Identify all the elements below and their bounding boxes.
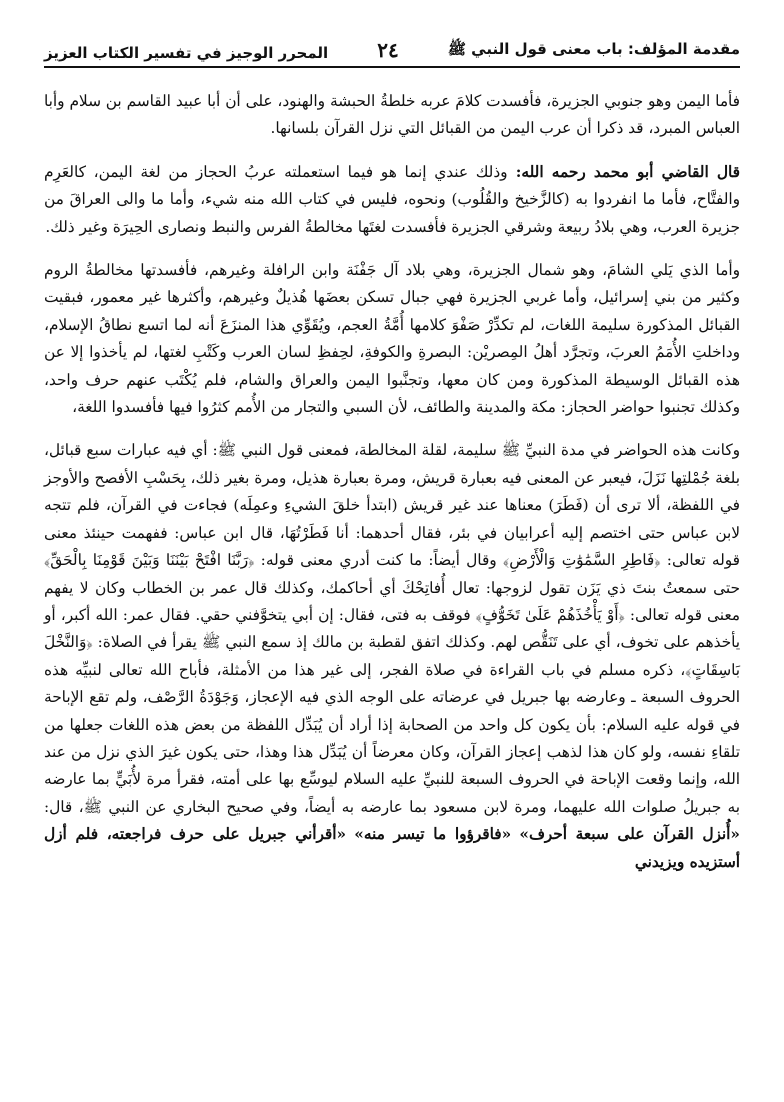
paragraph-sham [44,257,740,421]
header-book-title: المحرر الوجيز في تفسير الكتاب العزيز [44,44,329,62]
hadith-jibril: «أقرأني جبريل على حرف فراجعته، فلم أزل أستزيده ويزيدني [44,825,740,871]
running-header [44,22,740,68]
hadith-read-what-is-easy: «فاقرؤوا ما تيسر منه» [354,825,512,844]
paragraph-text: وذلك عندي إنما هو فيما استعملته عربُ الحجاز من لغة اليمن، كالعَرِم والفتَّاح، فأما ما انفردوا به (كالزَّخيخ والقُلُوب) ونحوه، فليس في كتاب الله منه شيء، وأما ما والى العراقَ من جزيرة العرب، وهي بلادُ ربيعة وشرقي الجزيرة فأفسدت لغتَها مخالطةُ الفرس والنبط ونصارى الحِيرَة وغير ذلك. [44,162,740,236]
paragraph-text: وأما الذي يَلي الشامَ، وهو شمال الجزيرة، وهي بلاد آل جَفْنَة وابن الرافلة وغيرهم، فأفسدتها مخالطةُ الروم وكثير من بني إسرائيل، وأما غربي الجزيرة فهي جبال تسكن بعضَها هُذيلٌ وغيرهم، وأكثرها غير معمور، فبقيت القبائل المذكورة سليمة اللغات، لم تكدِّرْ صَفْوَ كلامها أُمَّةُ العجم، ويُقَوِّي هذا المنزَعَ أنه لما اتسع نطاقُ الإسلام، وداخلتِ الأُمَمُ العربَ، وتجرَّد أهلُ المِصريْن: البصرةِ والكوفةِ، لحِفظِ لسان العرب وكَتْبِ لغتها، لم يأخذوا إلا عن هذه القبائل الوسيطة المذكورة ومن كان معها، وتجنَّبوا اليمن والعراق والشام، فلم يُكْتَب عنهم حرف واحد، وكذلك تجنبوا حواضر الحجاز: مكة والمدينة والطائف، لأن السبي والتجار من الأُمم كثرُوا فيها فأفسدوا اللغة، [44,261,740,417]
paragraph-text: فأما اليمن وهو جنوبي الجزيرة، فأفسدت كلامَ عربه خلطةُ الحبشة والهنود، على أن أبا عبيد القاسم بن سلام وأبا العباس المبرد، قد ذكرا أن عرب اليمن من القبائل التي نزل القرآن بلسانها. [44,92,740,138]
hadith-seven-letters: «أُنزل القرآن على سبعة أحرف» [519,825,740,844]
paragraph-yemen [44,88,740,143]
paragraph-text: وكانت هذه الحواضر في مدة النبيِّ ﷺ سليمة، لقلة المخالطة، فمعنى قول النبي ﷺ: أي فيه عبارات سبع قبائل، بلغة جُمْلتِها نَزَلَ، فيعبر عن المعنى فيه بعبارة قريش، ومرة بعبارة هذيل، ومرة بغير ذلك، بِحَسْبِ الأفصح والأوجز في اللفظة، ألا ترى أن (فَطَرَ) معناها عند غير قريش (ابتدأ خلقَ الشيءِ وعمِلَه) فجاءت في القرآن، فلم تتجه لابن عباس حتى اختصم إليه أعرابيان في بئر، فقال أحدهما: أنا فَطَرْتُهَا، قال ابن عباس: ففهمت حينئذ معنى قوله تعالى: ﴿فَاطِرِ السَّمَٰوَٰتِ وَالْأَرْضِ﴾ وقال أيضاً: ما كنت أدري معنى قوله: ﴿رَبَّنَا افْتَحْ بَيْنَنَا وَبَيْنَ قَوْمِنَا بِالْحَقِّ﴾ حتى سمعتُ بنتَ ذي يَزَن تقول لزوجها: تعال أُفاتِحْكَ أي أحاكمك، وكذلك قال عمر بن الخطاب وكان لا يفهم معنى قوله تعالى: ﴿أَوْ يَأْخُذَهُمْ عَلَىٰ تَخَوُّفٍ﴾ فوقف به فتى، فقال: إن أبي يتخوَّفني حقي. فقال عمر: الله أكبر، أو يأخذهم على تخوف، أي على تَنَقُّص لهم. وكذلك اتفق لقطبة بن مالك إذ سمع النبي ﷺ يقرأ في الصلاة: ﴿وَالنَّخْلَ بَاسِقَاتٍ﴾، ذكره مسلم في باب القراءة في صلاة الفجر، إلى غير هذا من الأمثلة، فأباح الله تعالى لنبيِّه هذه الحروف السبعة ـ وعارضه بها جبريل في عرضاته على الوجه الذي فيه الإعجاز، وَجَوْدَةُ الرَّصْف، ولم تقع الإباحة في قوله عليه السلام: بأن يكون كل واحد من الصحابة إذا أراد أن يُبَدِّل اللفظة من بعض هذه اللغات جعلها من تلقاءِ نفسه، ولو كان هذا لذهب إعجاز القرآن، وكان معرضاً أن يُبَدِّل هذا وهذا، حتى يكون غيرَ الذي نزل من عند الله، وإنما وقعت الإباحة في الحروف السبعة للنبيِّ عليه السلام ليوسِّع بها على أمته، فقرأ مرة لأُبَيٍّ بما عارضه به جبريلُ صلوات الله عليهما، ومرة لابن مسعود بما عارضه به أيضاً، وفي صحيح البخاري عن النبي ﷺ، قال: [44,441,740,816]
page-number: ٢٤ [377,38,399,62]
header-chapter-title: مقدمة المؤلف: باب معنى قول النبي ﷺ [447,40,740,58]
paragraph-seven-letters [44,437,740,876]
page-body [44,88,740,876]
speaker-phrase: قال القاضي أبو محمد رحمه الله: [507,162,740,181]
paragraph-hijaz [44,159,740,241]
